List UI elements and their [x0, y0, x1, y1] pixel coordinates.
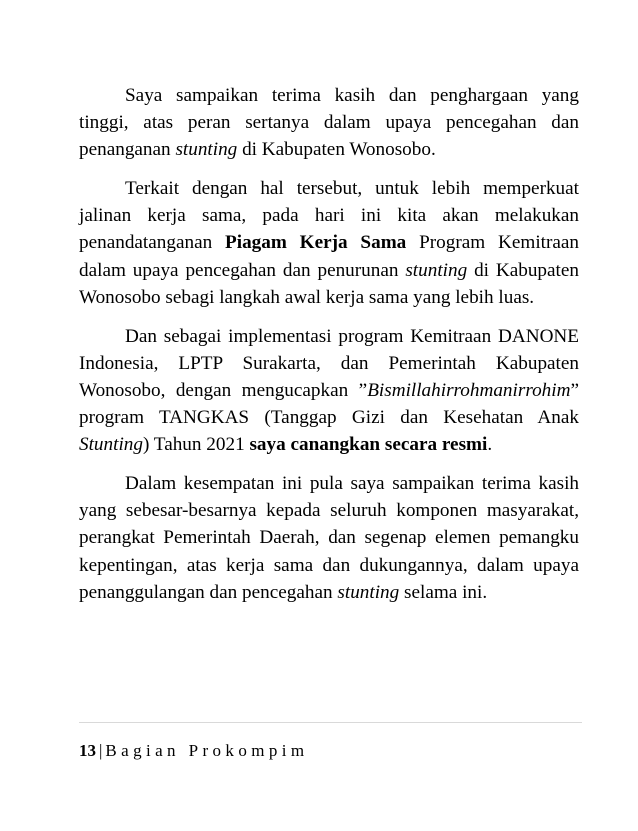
- text-run: Saya sampaikan terima kasih dan penghargaan yang tinggi, atas peran sertanya dalam upaya pencegahan dan penanganan: [79, 85, 579, 161]
- document-body: [79, 82, 579, 606]
- text-run: Program Kemitraan dalam upaya pencegahan dan penurunan: [79, 232, 579, 281]
- italic-term: Stunting: [79, 434, 143, 456]
- text-run: .: [487, 434, 493, 456]
- text-run: ” program TANGKAS (Tanggap Gizi dan Kesehatan Anak: [79, 379, 579, 429]
- text-run: Terkait dengan hal tersebut, untuk lebih memperkuat jalinan kerja sama, pada hari ini kita akan melakukan penandatanganan: [79, 178, 579, 254]
- footer-section-title: Bagian Prokompim: [105, 741, 309, 760]
- paragraph-thanks: [79, 82, 579, 163]
- italic-term: stunting: [337, 581, 400, 603]
- paragraph-launch: [79, 323, 579, 458]
- text-run: selama ini.: [399, 581, 488, 603]
- bold-term: Piagam Kerja Sama: [225, 232, 407, 254]
- text-run: di Kabupaten Wonosobo.: [237, 139, 436, 161]
- footer-separator: |: [99, 741, 103, 760]
- page-number: 13: [79, 741, 96, 760]
- paragraph-charter: [79, 175, 579, 310]
- text-run: Dalam kesempatan ini pula saya sampaikan terima kasih yang sebesar-besarnya kepada seluruh komponen masyarakat, perangkat Pemerintah Daerah, dan segenap elemen pemangku kepentingan, atas kerja sama dan dukungannya, dalam upaya penanggulangan dan pencegahan: [79, 473, 579, 603]
- footer-divider: [79, 722, 582, 723]
- italic-term: stunting: [405, 259, 468, 281]
- bold-term: saya canangkan secara resmi: [249, 434, 488, 456]
- italic-term: Bismillahirrohmanirrohim: [367, 379, 571, 401]
- paragraph-closing: [79, 470, 579, 605]
- italic-term: stunting: [175, 139, 238, 161]
- text-run: ) Tahun 2021: [142, 434, 250, 456]
- text-run: di Kabupaten Wonosobo sebagi langkah awal kerja sama yang lebih luas.: [79, 259, 579, 308]
- text-run: Dan sebagai implementasi program Kemitraan DANONE Indonesia, LPTP Surakarta, dan Pemerintah Kabupaten Wonosobo, dengan mengucapkan ”: [79, 325, 579, 401]
- page-footer: [79, 741, 309, 761]
